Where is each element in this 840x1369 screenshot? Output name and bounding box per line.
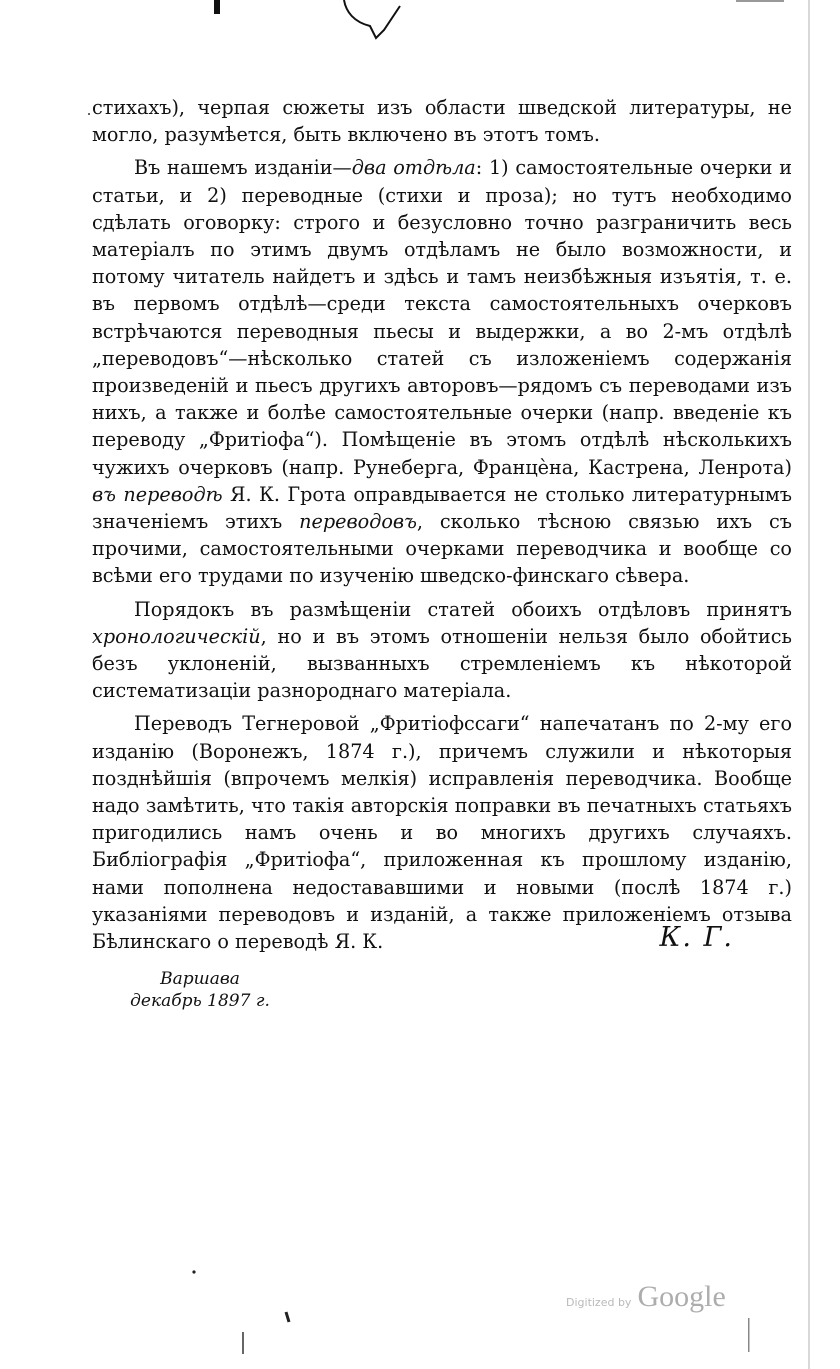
text-run: стихахъ), черпая сюжеты изъ области шведской литературы, не могло, разумѣется, быть включено въ этотъ томъ.: [92, 96, 792, 147]
scan-artifact-edge: [736, 0, 784, 6]
italic-run: въ переводѣ: [92, 482, 223, 506]
text-run: , но и въ этомъ отношеніи нельзя было обойтись безъ уклоненій, вызванныхъ стремленіемъ къ нѣкоторой систематизаціи разнороднаго матеріала.: [92, 624, 792, 703]
place-name: Варшава: [160, 969, 240, 989]
digitized-by-watermark: [566, 1280, 726, 1320]
scan-artifact-mark: [212, 0, 226, 16]
paragraph-frithiof-translation: [92, 710, 792, 955]
date-line: декабрь 1897 г.: [130, 991, 270, 1011]
text-run: , сколько тѣсною связью ихъ съ прочими, самостоятельными очерками переводчика и вообще со всѣми его трудами по изученію шведско-финскаго сѣвера.: [92, 510, 792, 588]
paragraph-order: [92, 596, 792, 705]
paragraph-two-sections: [92, 154, 792, 589]
paragraph-continuation: [92, 94, 792, 148]
scan-artifact-stroke: [340, 0, 410, 42]
italic-run: два отдѣла: [351, 156, 476, 180]
text-run: Я. К. Грота оправдывается не столько литературнымъ значеніемъ этихъ: [92, 482, 792, 534]
watermark-prefix: Digitized by: [566, 1296, 632, 1309]
italic-run: хронологическій: [92, 624, 261, 648]
watermark-brand: Google: [637, 1280, 726, 1313]
signature-initials: К. Г.: [659, 922, 734, 953]
body-text: [92, 94, 792, 955]
text-run: : 1) самостоятельные очерки и статьи, и 2) переводные (стихи и проза); но тутъ необходимо сдѣлать оговорку: строго и безусловно точно разграничить весь матеріалъ по этимъ двумъ отдѣламъ не было возможности, и потому читатель найдетъ и здѣсь и тамъ неизбѣжныя изъятія, т. е. въ первомъ отдѣлѣ—среди текста самостоятельныхъ очерковъ встрѣчаются переводныя пьесы и выдержки, а во 2-мъ отдѣлѣ „переводовъ“—нѣсколько статей съ изложеніемъ содержанія произведеній и пьесъ другихъ авторовъ—рядомъ съ переводами изъ нихъ, а также и болѣе самостоятельные очерки (напр. введеніе къ переводу „Фритіофа“). Помѣщеніе въ этомъ отдѣлѣ нѣсколькихъ чужихъ очерковъ (напр. Рунеберга, Францѐна, Кастрена, Ленрота): [92, 156, 792, 479]
text-run: Переводъ Тегнеровой „Фритіофссаги“ напечатанъ по 2-му его изданію (Воронежъ, 1874 г.), причемъ служили и нѣкоторыя позднѣйшія (впрочемъ мелкія) исправленія переводчика. Вообще надо замѣтить, что такія авторскія поправки въ печатныхъ статьяхъ пригодились намъ очень и во многихъ другихъ случаяхъ. Библіографія „Фритіофа“, приложенная къ прошлому изданію, нами пополнена недостававшими и новыми (послѣ 1874 г.) указаніями переводовъ и изданій, а также приложеніемъ отзыва Бѣлинскаго о переводѣ Я. К.: [92, 712, 792, 954]
place-date-block: [120, 968, 280, 1012]
italic-run: переводовъ: [299, 510, 417, 534]
text-run: Въ нашемъ изданіи—: [134, 156, 352, 180]
page-edge-line: [808, 0, 810, 1369]
text-run: Порядокъ въ размѣщеніи статей обоихъ отдѣловъ принятъ: [134, 597, 792, 621]
